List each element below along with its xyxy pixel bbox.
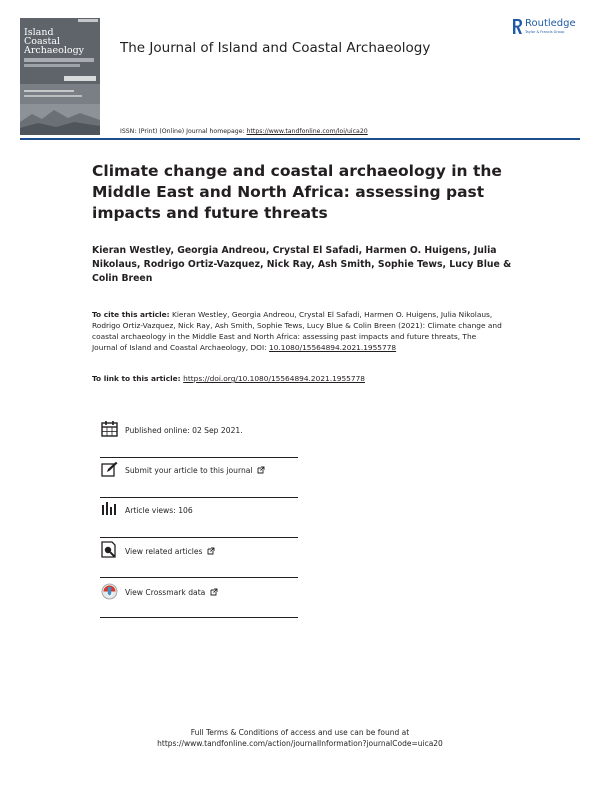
submit-article-link[interactable] (125, 466, 265, 475)
issn-label: ISSN: (Print) (Online) Journal homepage: (120, 128, 247, 135)
external-link-icon (210, 588, 218, 596)
related-articles-row[interactable] (100, 537, 298, 578)
link-label: To link to this article: (92, 374, 184, 383)
submit-article-row[interactable] (100, 457, 298, 498)
cover-publisher-mark (78, 19, 98, 22)
journal-homepage-link[interactable]: https://www.tandfonline.com/loi/uica20 (246, 128, 368, 135)
article-views-text: Article views: 106 (125, 506, 193, 515)
article-views-row (100, 497, 298, 538)
crossmark-icon (101, 583, 118, 600)
cover-subtitle-bar (24, 58, 94, 62)
submit-article-text: Submit your article to this journal (125, 466, 253, 475)
cover-text-bar (24, 90, 74, 92)
cover-volume-band (64, 76, 96, 81)
external-link-icon (257, 466, 265, 474)
routledge-r-icon (512, 18, 523, 35)
crossmark-text: View Crossmark data (125, 588, 206, 597)
article-doi-url[interactable]: https://doi.org/10.1080/15564894.2021.1955778 (183, 374, 365, 383)
edit-icon (101, 461, 118, 478)
publisher-name: Routledge (525, 18, 576, 29)
terms-url[interactable]: https://www.tandfonline.com/action/journalInformation?journalCode=uica20 (157, 739, 443, 748)
header-divider (20, 138, 580, 140)
article-link-line (92, 374, 365, 383)
journal-title[interactable]: The Journal of Island and Coastal Archaeology (120, 40, 431, 56)
citation-text: Kieran Westley, Georgia Andreou, Crystal El Safadi, Harmen O. Huigens, Julia Nikolaus, Rodrigo Ortiz-Vazquez, Nick Ray, Ash Smith, Sophie Tews, Lucy Blue & Colin Breen (2021): Climate change and coastal archaeology in the Middle East and North Africa: assessing past impacts and future threats, The Journal of Island and Coastal Archaeology, DOI: (92, 310, 502, 352)
publisher-tagline: Taylor & Francis Group (525, 30, 565, 34)
published-online-row (100, 417, 298, 458)
terms-line: Full Terms & Conditions of access and use can be found at (190, 728, 410, 737)
cover-title: Island Coastal Archaeology (24, 27, 85, 56)
crossmark-row[interactable] (100, 577, 298, 618)
cover-text-bar (24, 95, 82, 97)
terms-footer (0, 727, 600, 749)
bar-chart-icon (101, 500, 118, 517)
magnifier-icon (101, 541, 118, 558)
related-articles-text: View related articles (125, 547, 203, 556)
cover-subtitle-bar (24, 64, 80, 67)
article-title: Climate change and coastal archaeology in the Middle East and North Africa: assessing past impacts and future threats (92, 162, 502, 222)
citation-label: To cite this article: (92, 310, 170, 319)
citation-block (92, 309, 502, 353)
published-online-text: Published online: 02 Sep 2021. (125, 426, 243, 435)
related-articles-link[interactable] (125, 547, 215, 556)
crossmark-link[interactable] (125, 588, 218, 597)
publisher-logo[interactable] (512, 18, 584, 36)
issn-line (120, 128, 368, 135)
cover-landscape-image (20, 104, 100, 135)
external-link-icon (207, 547, 215, 555)
article-authors: Kieran Westley, Georgia Andreou, Crystal El Safadi, Harmen O. Huigens, Julia Nikolaus, Rodrigo Ortiz-Vazquez, Nick Ray, Ash Smith, Sophie Tews, Lucy Blue & Colin Breen (92, 245, 512, 284)
journal-cover (20, 18, 100, 135)
calendar-icon (101, 420, 118, 437)
doi-link[interactable]: 10.1080/15564894.2021.1955778 (269, 343, 397, 352)
